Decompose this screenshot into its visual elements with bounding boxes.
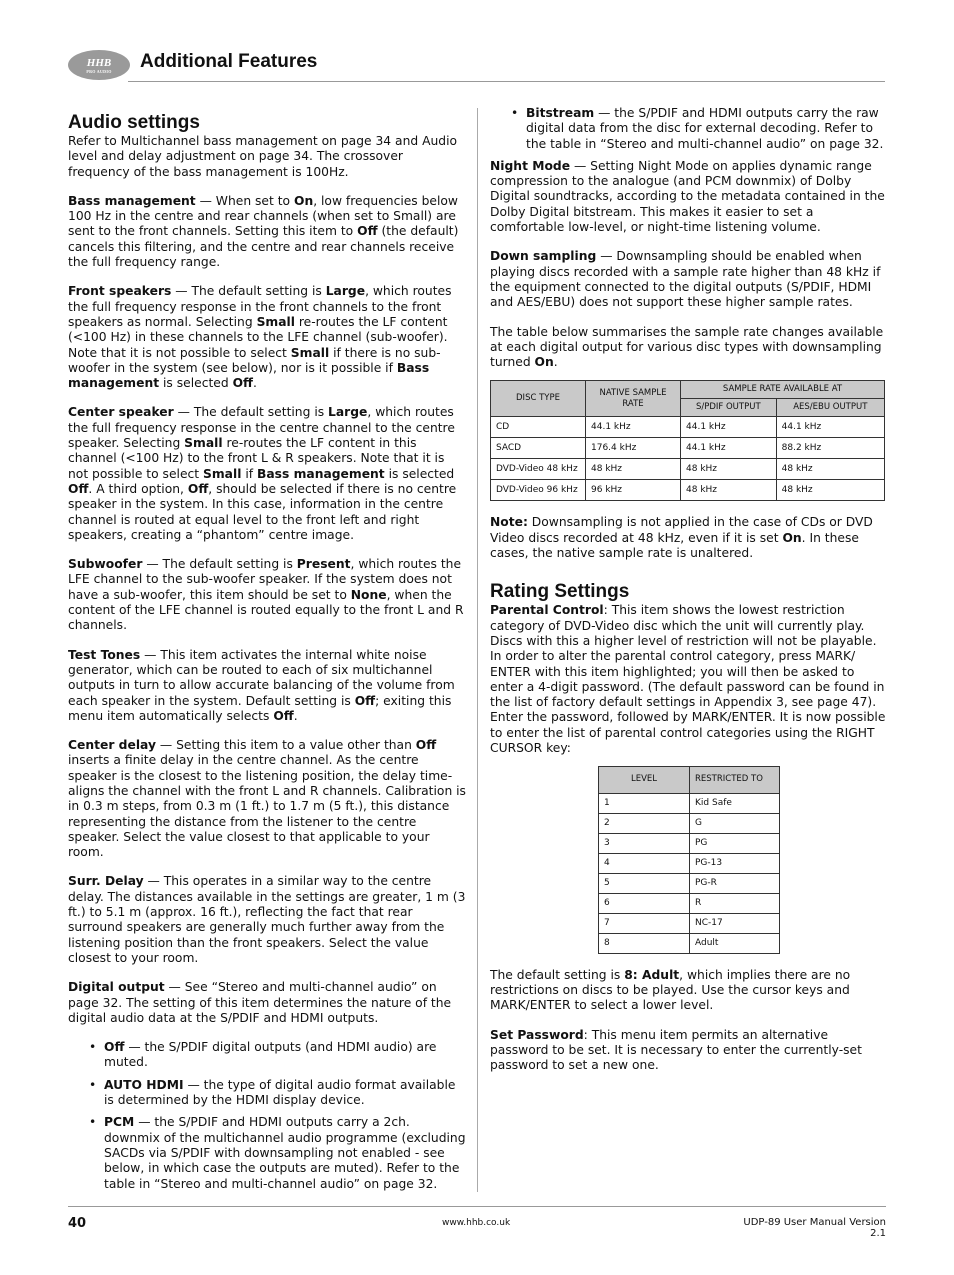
table-row: DVD-Video 96 kHz 96 kHz 48 kHz 48 kHz	[491, 480, 885, 501]
brand-logo	[68, 50, 130, 80]
list-item: • PCM — the S/PDIF and HDMI outputs carry a 2ch. downmix of the multichannel audio programme (excluding SACDs via S/PDIF with downsampling not enabled - see below, in which case the outputs are muted). Refer to the table in “Stereo and multi-channel audio” on page 32.	[104, 1115, 466, 1191]
subwoofer-paragraph: Subwoofer — The default setting is Present, which routes the LFE channel to the sub-woofer speaker. If the system does not have a sub-woofer, this item should be set to None, when the content of the LFE channel is routed equally to the front L and R channels.	[68, 557, 464, 633]
table-row: SACD 176.4 kHz 44.1 kHz 88.2 kHz	[491, 438, 885, 459]
default-setting-paragraph: The default setting is 8: Adult, which implies there are no restrictions on discs to be played. Use the cursor keys and MARK/ENTER to select a lower level.	[490, 967, 851, 1013]
footer-version: UDP-89 User Manual Version 2.1	[743, 1217, 886, 1239]
list-item: • AUTO HDMI — the type of digital audio format available is determined by the HDMI display device.	[104, 1078, 466, 1109]
header-rate-available: SAMPLE RATE AVAILABLE AT	[681, 381, 885, 399]
test-tones-paragraph: Test Tones — This item activates the internal white noise generator, which can be routed to each of six multichannel outputs in turn to allow accurate balancing of the volume from each speaker in the system. Default setting is Off; exiting this menu item automatically selects Off.	[68, 647, 455, 723]
logo-text: HHB	[86, 57, 112, 69]
table-row: CD 44.1 kHz 44.1 kHz 44.1 kHz	[491, 417, 885, 438]
right-column	[490, 106, 887, 1087]
header-disc-type: DISC TYPE	[491, 381, 586, 417]
night-mode-paragraph: Night Mode — Setting Night Mode on applies dynamic range compression to the analogue (and PCM downmix) of Dolby Digital soundtracks, according to the metadata contained in the Dolby Digital bitstream. This makes it easier to set a comfortable low-level, or night-time listening volume.	[490, 158, 885, 235]
table-row: 6 R	[599, 893, 780, 913]
table-row: 7 NC-17	[599, 913, 780, 933]
bitstream-list	[490, 106, 887, 152]
table-row: DVD-Video 48 kHz 48 kHz 48 kHz 48 kHz	[491, 459, 885, 480]
header-spdif: S/PDIF OUTPUT	[681, 399, 777, 417]
digital-output-list	[68, 1040, 466, 1192]
header-level: LEVEL	[599, 767, 690, 793]
down-sampling-paragraph: Down sampling — Downsampling should be enabled when playing discs recorded with a sample rate higher than 48 kHz if the equipment connected to the digital outputs (S/PDIF, HDMI and AES/EBU) does not support these higher sample rates.	[490, 249, 881, 310]
header-divider	[128, 81, 885, 82]
table-intro-paragraph: The table below summarises the sample rate changes available at each digital output for various disc types with downsampling turned On.	[490, 324, 884, 370]
table-row: 4 PG-13	[599, 853, 780, 873]
rating-settings-heading: Rating Settings	[490, 581, 630, 603]
column-divider	[477, 108, 478, 1192]
parental-control-paragraph: Parental Control: This item shows the lowest restriction category of DVD-Video disc which the unit will currently play. Discs with this a higher level of restriction will not be playable. In order to alter the parental control category, press MARK/ ENTER with this item highlighted; you will then be asked to enter a 4-digit password. (The default password can be found in the list of factory default settings in Appendix 3, see page 47). Enter the password, followed by MARK/ENTER. It is now possible to enter the list of parental control categories using the RIGHT CURSOR key:	[490, 603, 886, 756]
surr-delay-paragraph: Surr. Delay — This operates in a similar way to the centre delay. The distances available in the settings are greater, 1 m (3 ft.) to 5.1 m (approx. 16 ft.), reflecting the fact that rear surround speakers are generally much further away from the listening position than the front speakers. Select the value closest to your room.	[68, 874, 466, 965]
section-title: Additional Features	[140, 51, 318, 72]
parental-level-table	[598, 766, 780, 953]
header-restricted-to: RESTRICTED TO	[690, 767, 780, 793]
list-item: • Bitstream — the S/PDIF and HDMI outputs carry the raw digital data from the disc for external decoding. Refer to the table in “Stereo and multi-channel audio” on page 32.	[526, 106, 887, 152]
front-speakers-paragraph: Front speakers — The default setting is Large, which routes the full frequency response in the front channels to the front speakers as normal. Selecting Small re-routes the LF content (<100 Hz) in these channels to the LFE channel (sub-woofer). Note that it is not possible to select Small if there is no sub-woofer in the system (see below), nor is it possible if Bass management is selected Off.	[68, 284, 452, 391]
bass-management-paragraph: Bass management — When set to On, low frequencies below 100 Hz in the centre and rear channels (when set to Small) are sent to the front channels. Setting this item to Off (the default) cancels this filtering, and the centre and rear channels receive the full frequency range.	[68, 193, 459, 270]
center-speaker-paragraph: Center speaker — The default setting is Large, which routes the full frequency response in the centre channel to the centre speaker. Selecting Small re-routes the LF content in this channel (<100 Hz) to the front L & R speakers. Note that it is not possible to select Small if Bass management is selected Off. A third option, Off, should be selected if there is no centre speaker in the system. In this case, information in the centre channel is routed at equal level to the front left and right speakers, creating a “phantom” centre image.	[68, 405, 457, 542]
note-paragraph: Note: Downsampling is not applied in the case of CDs or DVD Video discs recorded at 48 kHz, even if it is set On. In these cases, the native sample rate is unaltered.	[490, 515, 873, 561]
sample-rate-table	[490, 380, 885, 501]
table-row: 1 Kid Safe	[599, 793, 780, 813]
digital-output-paragraph: Digital output — See “Stereo and multi-channel audio” on page 32. The setting of this item determines the nature of the digital audio data at the S/PDIF and HDMI outputs.	[68, 980, 452, 1025]
table-row: 2 G	[599, 813, 780, 833]
center-delay-paragraph: Center delay — Setting this item to a value other than Off inserts a finite delay in the centre channel. As the centre speaker is the closest to the listening position, the delay time-aligns the channel with the front L and R channels. Calibration is in 0.3 m steps, from 0.3 m (1 ft.) to 1.7 m (5 ft.), this distance representing the distance from the listener to the centre speaker. Select the value closest to that applicable to your room.	[68, 738, 466, 860]
footer-url: www.hhb.co.uk	[442, 1218, 511, 1228]
table-row: 3 PG	[599, 833, 780, 853]
header-aes-ebu: AES/EBU OUTPUT	[776, 399, 884, 417]
table-row: 5 PG-R	[599, 873, 780, 893]
intro-paragraph: Refer to Multichannel bass management on page 34 and Audio level and delay adjustment on page 34. The crossover frequency of the bass management is 100Hz.	[68, 134, 458, 179]
page-number: 40	[68, 1216, 87, 1231]
footer-divider	[68, 1206, 886, 1207]
logo-subtext: PRO AUDIO	[86, 69, 112, 74]
set-password-paragraph: Set Password: This menu item permits an alternative password to be set. It is necessary to enter the currently-set password to set a new one.	[490, 1027, 862, 1073]
header-native-rate: NATIVE SAMPLE RATE	[586, 381, 681, 417]
audio-settings-heading: Audio settings	[68, 112, 200, 133]
table-row: 8 Adult	[599, 933, 780, 953]
left-column	[68, 112, 466, 1199]
list-item: • Off — the S/PDIF digital outputs (and HDMI audio) are muted.	[104, 1040, 466, 1071]
